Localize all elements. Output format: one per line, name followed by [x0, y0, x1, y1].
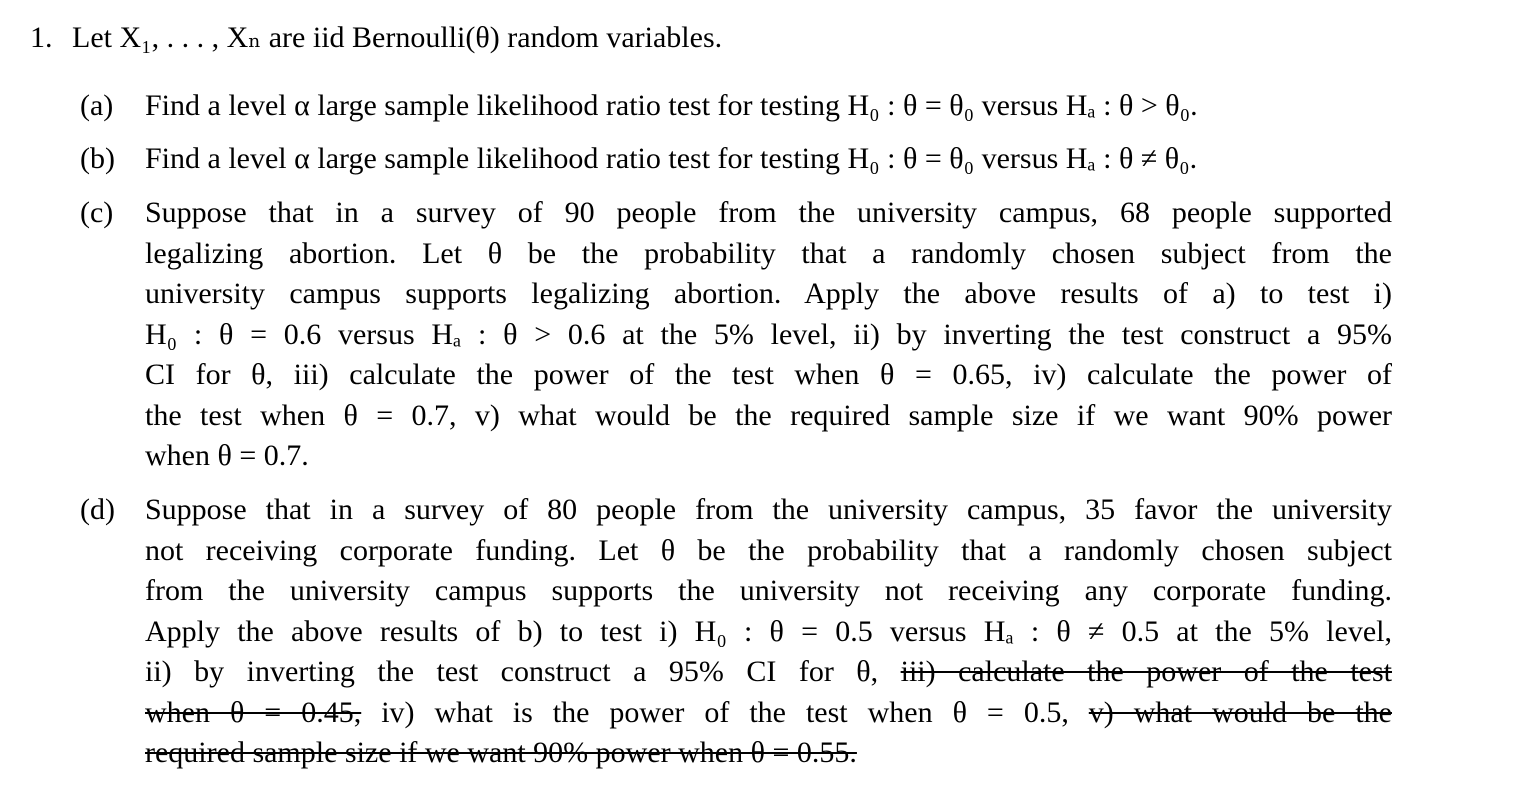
problem-header — [30, 18, 722, 58]
part-c-line-4: H₀ : θ = 0.6 versus Hₐ : θ > 0.6 at the 5% level, ii) by inverting the test construct a 95% — [145, 317, 1392, 351]
part-b-text: Find a level α large sample likelihood ratio test for testing H₀ : θ = θ₀ versus Hₐ : θ ≠ θ₀. — [145, 142, 1198, 175]
part-d-line-6-struck-a: when θ = 0.45, — [145, 695, 362, 729]
part-b — [80, 139, 1392, 180]
part-d-label: (d) — [80, 493, 115, 526]
part-c — [80, 193, 1392, 477]
part-d-line-6 — [145, 693, 1392, 734]
problem-number: 1. — [30, 21, 53, 54]
part-d-line-6-plain: iv) what is the power of the test when θ = 0.5, — [361, 695, 1089, 729]
part-d-line-7-struck: required sample size if we want 90% power when θ = 0.55. — [145, 736, 857, 769]
part-c-line-3: university campus supports legalizing abortion. Apply the above results of a) to test i) — [145, 277, 1392, 310]
part-a — [80, 86, 1392, 127]
part-d-line-7 — [145, 733, 1392, 774]
part-d-line-5 — [145, 652, 1392, 693]
part-c-line-1: Suppose that in a survey of 90 people from the university campus, 68 people supported — [145, 196, 1392, 229]
part-d — [80, 490, 1392, 774]
part-b-label: (b) — [80, 142, 115, 175]
part-d-line-5-plain: ii) by inverting the test construct a 95% CI for θ, — [145, 655, 901, 688]
problem-intro: Let X₁, . . . , Xₙ are iid Bernoulli(θ) random variables. — [72, 21, 723, 54]
part-c-label: (c) — [80, 196, 114, 229]
part-a-label: (a) — [80, 89, 114, 122]
part-c-line-2: legalizing abortion. Let θ be the probability that a randomly chosen subject from the — [145, 236, 1392, 270]
part-c-line-6: the test when θ = 0.7, v) what would be the required sample size if we want 90% power — [145, 398, 1392, 432]
part-d-line-6-struck-b: v) what would be the — [1088, 695, 1392, 729]
part-a-text: Find a level α large sample likelihood ratio test for testing H₀ : θ = θ₀ versus Hₐ : θ > θ₀. — [145, 89, 1198, 122]
part-d-line-1: Suppose that in a survey of 80 people from the university campus, 35 favor the university — [145, 493, 1392, 526]
part-c-line-7: when θ = 0.7. — [145, 439, 309, 472]
part-d-line-4: Apply the above results of b) to test i) H₀ : θ = 0.5 versus Hₐ : θ ≠ 0.5 at the 5% level, — [145, 614, 1392, 648]
part-d-line-3: from the university campus supports the university not receiving any corporate funding. — [145, 574, 1392, 607]
part-d-line-5-struck: iii) calculate the power of the test — [900, 655, 1392, 688]
part-c-line-5: CI for θ, iii) calculate the power of the test when θ = 0.65, iv) calculate the power of — [145, 358, 1392, 391]
part-d-line-2: not receiving corporate funding. Let θ be the probability that a randomly chosen subject — [145, 533, 1392, 567]
